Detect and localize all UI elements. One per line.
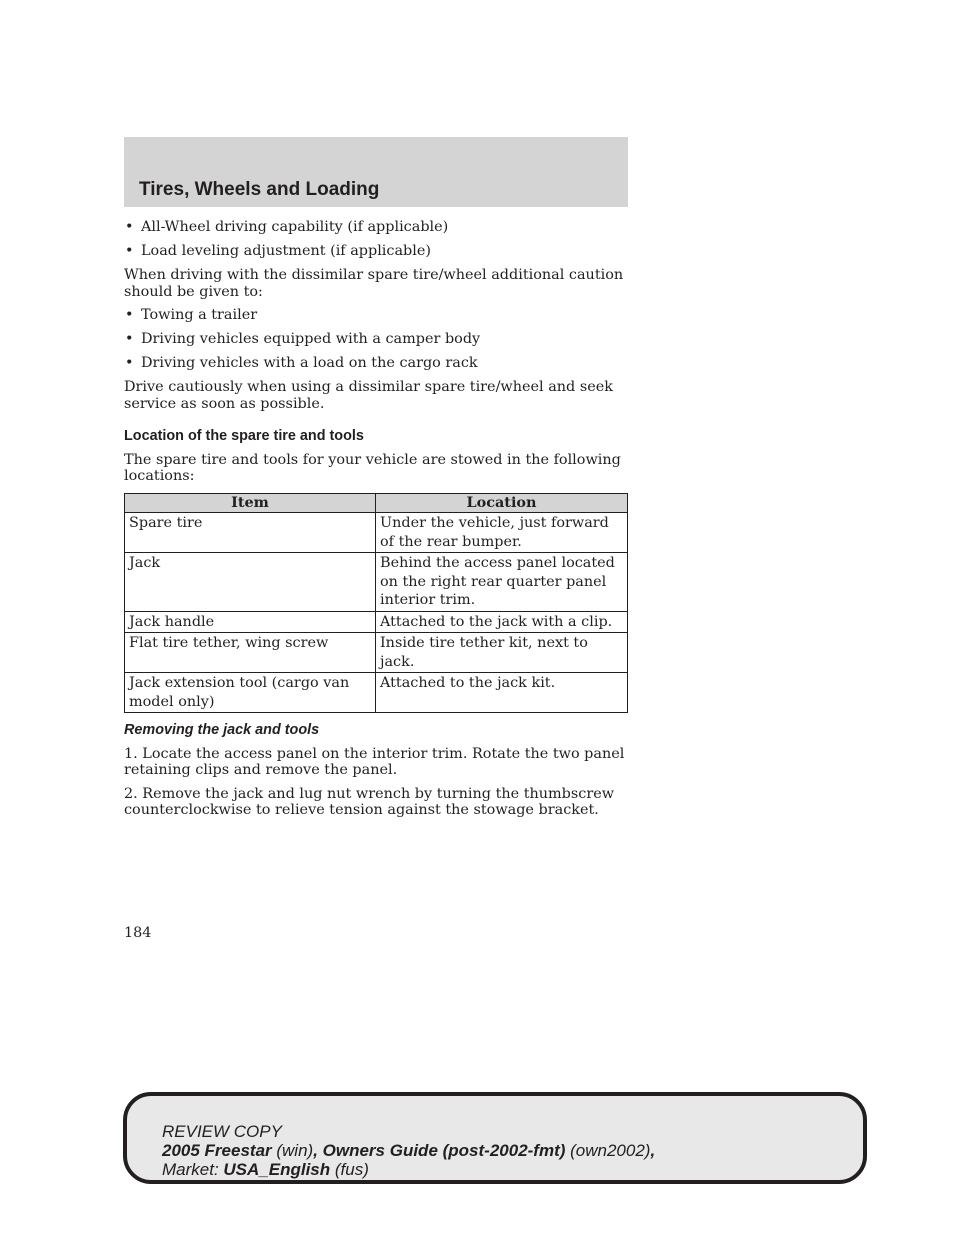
model-code: (win) <box>271 1141 314 1160</box>
location-cell: Under the vehicle, just forward of the rear bumper. <box>376 513 628 553</box>
caution-outro: Drive cautiously when using a dissimilar spare tire/wheel and seek service as soon as possible. <box>124 379 613 412</box>
market-code: (fus) <box>330 1160 369 1179</box>
chapter-header-band <box>124 137 628 207</box>
item-cell: Jack handle <box>125 611 376 633</box>
location-cell: Inside tire tether kit, next to jack. <box>376 633 628 673</box>
list-item: • Load leveling adjustment (if applicable) <box>125 243 431 259</box>
market-line <box>162 1160 655 1179</box>
list-item: • Towing a trailer <box>125 307 258 323</box>
section-heading: Location of the spare tire and tools <box>124 428 364 444</box>
bullet-icon: • <box>125 307 134 323</box>
page-content <box>124 219 628 826</box>
column-header-item: Item <box>125 493 376 513</box>
list-item: • Driving vehicles equipped with a camper body <box>125 331 481 347</box>
item-cell: Jack extension tool (cargo van model only) <box>125 673 376 713</box>
bullet-icon: • <box>125 219 134 235</box>
guide-comma: , <box>650 1141 656 1160</box>
table-row <box>125 673 628 713</box>
item-cell: Spare tire <box>125 513 376 553</box>
tools-location-table <box>124 493 628 714</box>
table-header-row <box>125 493 628 513</box>
location-cell: Attached to the jack with a clip. <box>376 611 628 633</box>
step-1: 1. Locate the access panel on the interior trim. Rotate the two panel retaining clips and remove the panel. <box>124 745 625 778</box>
caution-intro: When driving with the dissimilar spare tire/wheel additional caution should be given to: <box>124 267 624 300</box>
table-row <box>125 633 628 673</box>
step-2: 2. Remove the jack and lug nut wrench by turning the thumbscrew counterclockwise to relieve tension against the stowage bracket. <box>124 785 615 818</box>
table-row <box>125 611 628 633</box>
intro-bullet-list <box>124 219 628 260</box>
bullet-icon: • <box>125 355 134 371</box>
subsection-heading: Removing the jack and tools <box>124 722 320 738</box>
bullet-icon: • <box>125 331 134 347</box>
location-cell: Behind the access panel located on the right rear quarter panel interior trim. <box>376 553 628 612</box>
table-row <box>125 553 628 612</box>
model-name: 2005 Freestar <box>162 1141 272 1160</box>
list-item: • All-Wheel driving capability (if applicable) <box>125 219 449 235</box>
review-copy-footer <box>123 1092 867 1184</box>
guide-name: , Owners Guide (post-2002-fmt) <box>313 1141 566 1160</box>
market-label: Market: <box>162 1160 224 1179</box>
caution-bullet-list <box>124 307 628 372</box>
item-cell: Jack <box>125 553 376 612</box>
footer-text <box>162 1122 655 1179</box>
item-cell: Flat tire tether, wing screw <box>125 633 376 673</box>
market-name: USA_English <box>223 1160 331 1179</box>
bullet-icon: • <box>125 243 134 259</box>
guide-code: (own2002) <box>565 1141 651 1160</box>
table-row <box>125 513 628 553</box>
review-copy-label: REVIEW COPY <box>162 1122 282 1141</box>
chapter-title: Tires, Wheels and Loading <box>139 179 380 200</box>
list-item: • Driving vehicles with a load on the cargo rack <box>125 355 478 371</box>
page-number: 184 <box>124 925 152 941</box>
section-intro: The spare tire and tools for your vehicle are stowed in the following locations: <box>124 451 621 484</box>
guide-line <box>162 1141 655 1160</box>
location-cell: Attached to the jack kit. <box>376 673 628 713</box>
column-header-location: Location <box>376 493 628 513</box>
